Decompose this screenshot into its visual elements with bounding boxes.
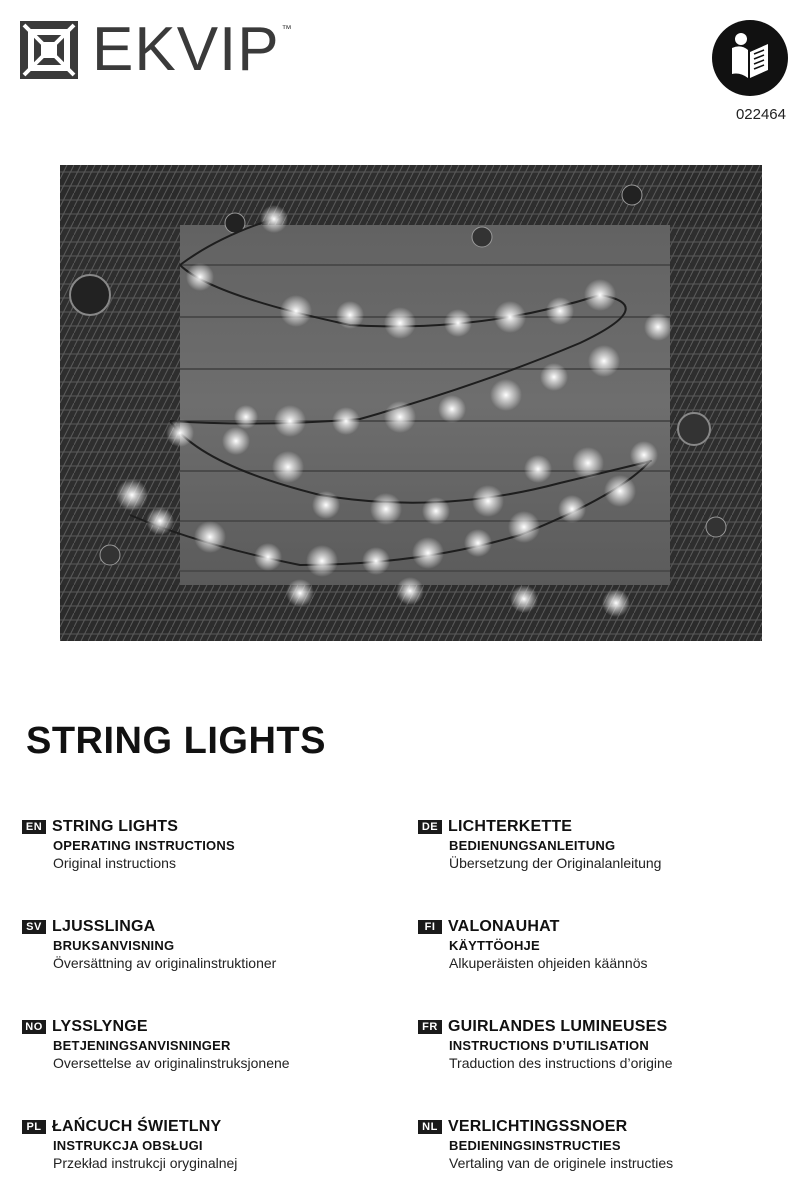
language-code-badge: SV [22, 920, 46, 934]
language-subtitle: BEDIENUNGSANLEITUNG [449, 838, 616, 853]
language-note: Översättning av originalinstruktioner [53, 955, 277, 971]
language-subtitle: KÄYTTÖOHJE [449, 938, 540, 953]
photo-illustration [60, 165, 762, 641]
language-code-badge: NO [22, 1020, 46, 1034]
language-subtitle: INSTRUKCJA OBSŁUGI [53, 1138, 203, 1153]
language-subtitle: OPERATING INSTRUCTIONS [53, 838, 235, 853]
language-note: Przekład instrukcji oryginalnej [53, 1155, 238, 1171]
language-title: VERLICHTINGSSNOER [448, 1118, 628, 1135]
language-block-de [418, 817, 788, 871]
language-title: LYSSLYNGE [52, 1018, 148, 1035]
language-title: LJUSSLINGA [52, 918, 156, 935]
trademark-symbol: ™ [281, 24, 292, 35]
language-note: Vertaling van de originele instructies [449, 1155, 674, 1171]
language-code-badge: FR [418, 1020, 442, 1034]
language-title: ŁAŃCUCH ŚWIETLNY [52, 1118, 222, 1135]
language-note: Alkuperäisten ohjeiden käännös [449, 955, 648, 971]
language-code-badge: DE [418, 820, 442, 834]
language-block-fr [418, 1017, 788, 1071]
language-code-badge: NL [418, 1120, 442, 1134]
language-block-sv [22, 917, 392, 971]
language-block-en [22, 817, 392, 871]
language-block-no [22, 1017, 392, 1071]
article-number: 022464 [735, 106, 786, 123]
language-code-badge: FI [418, 920, 442, 934]
language-block-pl [22, 1117, 392, 1171]
language-code-badge: PL [22, 1120, 46, 1134]
language-title: VALONAUHAT [448, 918, 560, 935]
language-subtitle: BRUKSANVISNING [53, 938, 175, 953]
language-note: Traduction des instructions d’origine [449, 1055, 673, 1071]
language-note: Oversettelse av originalinstruksjonene [53, 1055, 290, 1071]
square-frame-logo-icon [20, 21, 78, 79]
brand-name: EKVIP [92, 15, 280, 84]
language-subtitle: INSTRUCTIONS D’UTILISATION [449, 1038, 649, 1053]
page-title: STRING LIGHTS [26, 720, 326, 762]
language-code-badge: EN [22, 820, 46, 834]
language-block-nl [418, 1117, 788, 1171]
language-block-fi [418, 917, 788, 971]
language-title: STRING LIGHTS [52, 818, 179, 835]
read-manual-icon [712, 20, 788, 96]
language-subtitle: BETJENINGSANVISNINGER [53, 1038, 231, 1053]
language-title: LICHTERKETTE [448, 818, 573, 835]
language-note: Übersetzung der Originalanleitung [449, 855, 662, 871]
string-lights-photo [60, 165, 762, 641]
brand-logo [20, 15, 292, 84]
language-title: GUIRLANDES LUMINEUSES [448, 1018, 668, 1035]
language-subtitle: BEDIENINGSINSTRUCTIES [449, 1138, 621, 1153]
language-note: Original instructions [53, 855, 176, 871]
